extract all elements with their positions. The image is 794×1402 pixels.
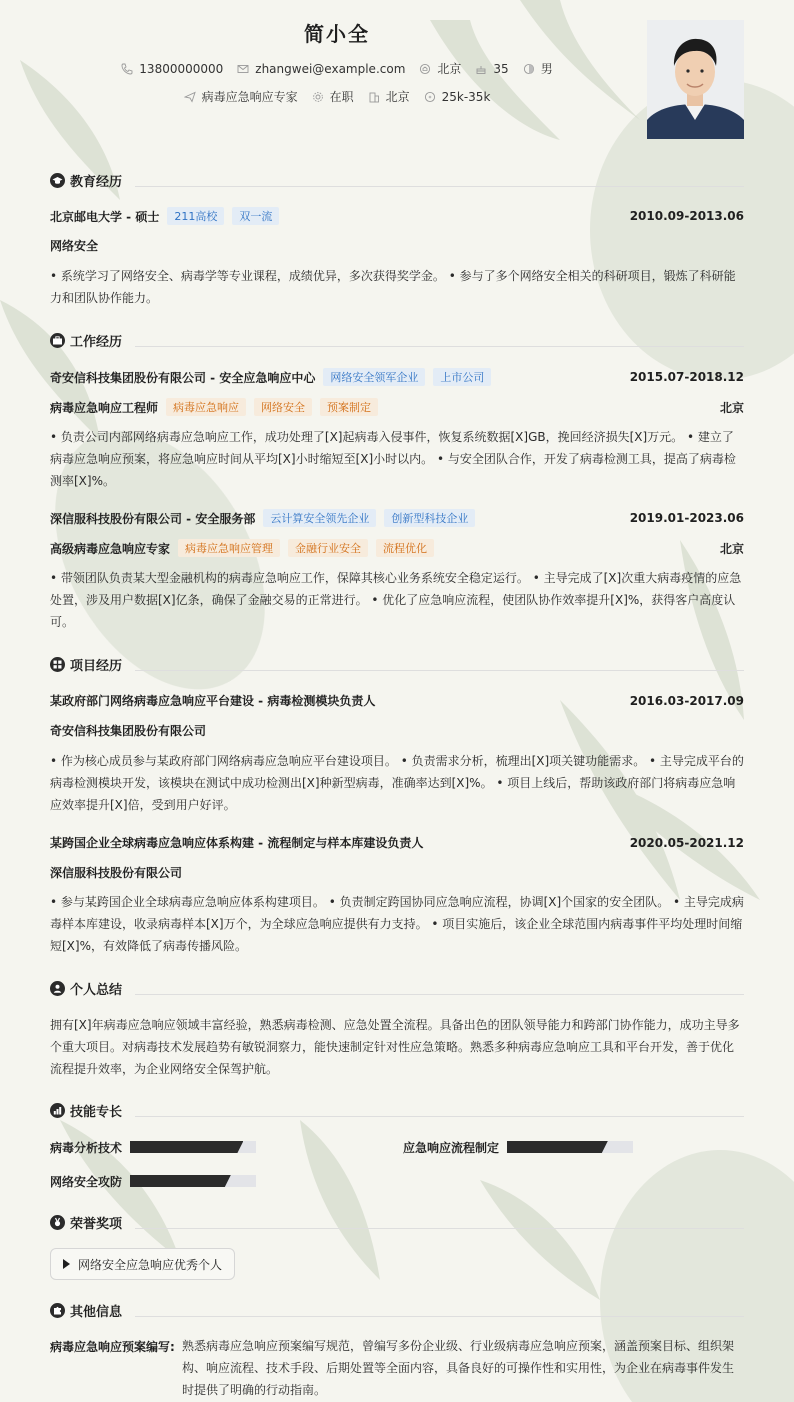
education-description: • 系统学习了网络安全、病毒学等专业课程，成绩优异，多次获得奖学金。 • 参与了多个网络安全相关的科研项目，锻炼了科研能力和团队协作能力。 [50, 269, 736, 305]
grid-icon [50, 657, 65, 672]
project-entry-header [50, 834, 744, 851]
graduation-cap-icon [50, 173, 65, 188]
project-title: 某政府部门网络病毒应急响应平台建设 - 病毒检测模块负责人 [50, 694, 376, 708]
target-city-item [368, 88, 410, 105]
location-item [419, 60, 461, 77]
education-entry-header [50, 207, 744, 225]
candidate-name: 简小全 [304, 22, 370, 46]
skill-level-fill [130, 1141, 243, 1153]
other-heading: 其他信息 [70, 1305, 123, 1320]
medal-icon [50, 1215, 65, 1230]
user-icon [50, 981, 65, 996]
job-title-item [184, 88, 298, 105]
work-period: 2015.07-2018.12 [629, 370, 744, 384]
skill-level-bar [507, 1141, 633, 1153]
honor-label: 网络安全应急响应优秀个人 [78, 1257, 223, 1272]
other-item-label: 病毒应急响应预案编写: [50, 1340, 175, 1354]
school-tag: 211高校 [167, 207, 224, 225]
send-icon [184, 91, 196, 103]
summary-heading: 个人总结 [70, 983, 123, 998]
work-city: 北京 [719, 541, 744, 556]
role-tag: 金融行业安全 [288, 539, 368, 557]
status-item [312, 88, 354, 105]
age-item [475, 62, 508, 76]
project-title: 某跨国企业全球病毒应急响应体系构建 - 流程制定与样本库建设负责人 [50, 836, 424, 850]
summary-section-title [50, 979, 122, 998]
project-company-row [50, 864, 744, 881]
other-section-title [50, 1301, 122, 1320]
project-description: • 参与某跨国企业全球病毒应急响应体系构建项目。 • 负责制定跨国协同应急响应流程，协调[X]个国家的安全团队。 • 主导完成病毒样本库建设，收录病毒样本[X]万个，为全球应急响应提供有力支持。 • 项目实施后，该企业全球范围内病毒事件平均处理时间缩短[X]%，有效降低了病毒传播风险。 [50, 895, 744, 953]
gear-icon [312, 91, 324, 103]
salary-item [424, 90, 491, 104]
play-triangle-icon [63, 1259, 70, 1269]
work-heading: 工作经历 [70, 335, 123, 350]
work-description: • 带领团队负责某大型金融机构的病毒应急响应工作，保障其核心业务系统安全稳定运行。 • 主导完成了[X]次重大病毒疫情的应急处置，涉及用户数据[X]亿条，确保了金融交易的正常进行。 • 优化了应急响应流程，使团队协作效率提升[X]%，获得客户高度认可。 [50, 571, 742, 629]
cake-icon [475, 63, 487, 75]
skill-item [50, 1139, 122, 1156]
section-divider [135, 1228, 744, 1229]
project-company-row [50, 722, 744, 739]
company-tag: 网络安全领军企业 [323, 368, 425, 386]
honors-section-title [50, 1213, 122, 1232]
salary-value: 25k-35k [441, 89, 491, 104]
section-divider [135, 346, 744, 347]
email-item [237, 62, 405, 76]
work-period: 2019.01-2023.06 [629, 511, 744, 525]
job-title-value: 病毒应急响应专家 [201, 90, 298, 104]
company-name: 奇安信科技集团股份有限公司 - 安全应急响应中心 [50, 370, 316, 385]
project-company: 深信服科技股份有限公司 [50, 866, 183, 880]
status-value: 在职 [329, 90, 354, 104]
email-value: zhangwei@example.com [255, 61, 406, 76]
work-role-row [50, 398, 744, 416]
skill-level-fill [507, 1141, 608, 1153]
summary-text: 拥有[X]年病毒应急响应领域丰富经验，熟悉病毒检测、应急处置全流程。具备出色的团队领导能力和跨部门协作能力，成功主导多个重大项目。对病毒技术发展趋势有敏锐洞察力，能快速制定针对性应急策略。熟悉多种病毒应急响应工具和平台开发，善于优化流程提升效率，为企业网络安全保驾护航。 [50, 1018, 740, 1076]
section-divider [135, 670, 744, 671]
work-city: 北京 [719, 400, 744, 415]
skill-item [403, 1139, 499, 1156]
age-value: 35 [493, 61, 509, 76]
projects-section-title [50, 655, 122, 674]
bar-chart-icon [50, 1103, 65, 1118]
skill-level-bar [130, 1141, 256, 1153]
honor-item[interactable] [50, 1248, 235, 1280]
email-icon [237, 63, 249, 75]
job-intent-row [0, 88, 674, 105]
work-description: • 负责公司内部网络病毒应急响应工作，成功处理了[X]起病毒入侵事件，恢复系统数据[X]GB，挽回经济损失[X]万元。 • 建立了病毒应急响应预案，将应急响应时间从平均[X]小时缩短至[X]小时以内。 • 与安全团队合作，开发了病毒检测工具，提高了病毒检测率[X]%。 [50, 430, 736, 488]
role-tag: 病毒应急响应管理 [178, 539, 280, 557]
gender-value: 男 [540, 62, 553, 76]
education-major-row [50, 237, 744, 254]
work-section-title [50, 331, 122, 350]
role-tag: 网络安全 [254, 398, 312, 416]
building-icon [368, 91, 380, 103]
skill-level-bar [130, 1175, 256, 1187]
school-name: 北京邮电大学 - 硕士 [50, 209, 160, 224]
skills-heading: 技能专长 [70, 1105, 123, 1120]
coin-icon [424, 91, 436, 103]
education-heading: 教育经历 [70, 175, 123, 190]
role-tag: 预案制定 [320, 398, 378, 416]
company-tag: 上市公司 [433, 368, 491, 386]
major-name: 网络安全 [50, 239, 99, 253]
education-period: 2010.09-2013.06 [629, 209, 744, 223]
target-city-value: 北京 [385, 90, 410, 104]
school-tag: 双一流 [232, 207, 279, 225]
phone-icon [121, 63, 133, 75]
work-entry-header [50, 509, 744, 527]
phone-item [121, 62, 223, 76]
skill-name: 应急响应流程制定 [403, 1141, 500, 1155]
skill-name: 网络安全攻防 [50, 1175, 123, 1189]
avatar [647, 20, 744, 139]
role-tag: 流程优化 [376, 539, 434, 557]
projects-heading: 项目经历 [70, 659, 123, 674]
education-section-title [50, 171, 122, 190]
section-divider [135, 1316, 744, 1317]
project-period: 2016.03-2017.09 [629, 693, 744, 708]
puzzle-icon [50, 1303, 65, 1318]
briefcase-icon [50, 333, 65, 348]
section-divider [135, 994, 744, 995]
section-divider [135, 186, 744, 187]
role-title: 病毒应急响应工程师 [50, 400, 159, 415]
gender-item [523, 60, 553, 77]
company-name: 深信服科技股份有限公司 - 安全服务部 [50, 511, 256, 526]
project-entry-header [50, 692, 744, 709]
skill-name: 病毒分析技术 [50, 1141, 123, 1155]
skill-level-fill [130, 1175, 231, 1187]
contact-row [0, 60, 674, 77]
location-value: 北京 [437, 62, 462, 76]
phone-value: 13800000000 [139, 61, 224, 76]
honors-heading: 荣誉奖项 [70, 1217, 123, 1232]
other-item-text: 熟悉病毒应急响应预案编写规范，曾编写多份企业级、行业级病毒应急响应预案，涵盖预案目标、组织架构、响应流程、技术手段、后期处置等全面内容，具备良好的可操作性和实用性，为企业在病毒事件发生时提供了明确的行动指南。 [182, 1339, 735, 1397]
company-tag: 云计算安全领先企业 [263, 509, 376, 527]
work-entry-header [50, 368, 744, 386]
gender-icon [523, 63, 535, 75]
project-company: 奇安信科技集团股份有限公司 [50, 724, 207, 738]
project-description: • 作为核心成员参与某政府部门网络病毒应急响应平台建设项目。 • 负责需求分析，梳理出[X]项关键功能需求。 • 主导完成平台的病毒检测模块开发，该模块在测试中成功检测出[X]种新型病毒，准确率达到[X]%。 • 项目上线后，帮助该政府部门将病毒应急响应效率提升[X]倍，受到用户好评。 [50, 754, 744, 812]
home-icon [419, 63, 431, 75]
profile-photo [647, 20, 744, 139]
role-title: 高级病毒应急响应专家 [50, 541, 171, 556]
skill-item [50, 1173, 122, 1190]
role-tag: 病毒应急响应 [166, 398, 246, 416]
project-period: 2020.05-2021.12 [629, 835, 744, 850]
skills-section-title [50, 1101, 122, 1120]
company-tag: 创新型科技企业 [384, 509, 475, 527]
section-divider [135, 1116, 744, 1117]
work-role-row [50, 539, 744, 557]
